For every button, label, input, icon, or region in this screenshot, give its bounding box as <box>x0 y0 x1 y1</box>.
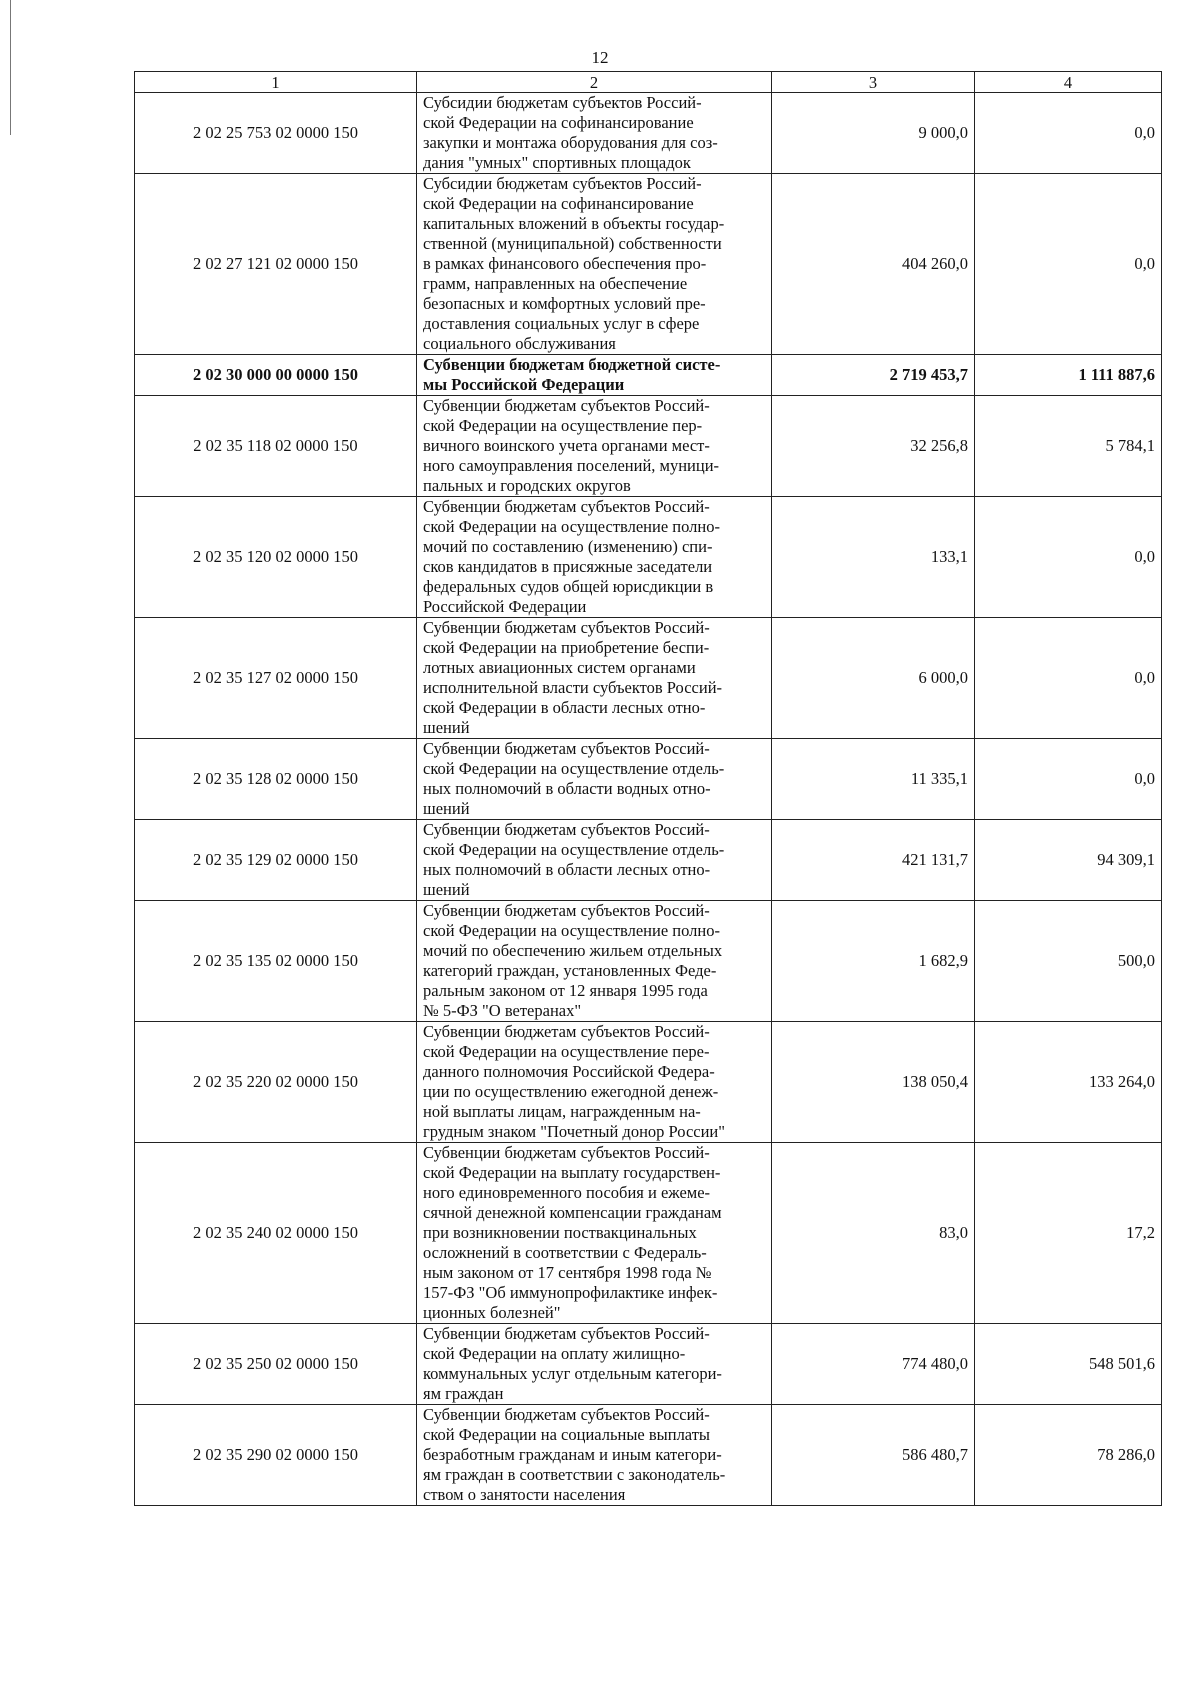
description-line: ской Федерации на софинансирование <box>423 194 694 213</box>
description-line: ной выплаты лицам, награжденным на- <box>423 1102 701 1121</box>
description-line: № 5-ФЗ "О ветеранах" <box>423 1001 582 1020</box>
description-cell <box>417 1143 772 1324</box>
table-row <box>135 174 1162 355</box>
budget-code-cell: 2 02 35 128 02 0000 150 <box>135 739 417 820</box>
description-line: ных полномочий в области водных отно- <box>423 779 711 798</box>
amount-col3-cell: 421 131,7 <box>772 820 975 901</box>
amount-col4-cell: 94 309,1 <box>975 820 1162 901</box>
description-line: при возникновении поствакцинальных <box>423 1223 697 1242</box>
description-line: ного единовременного пособия и ежеме- <box>423 1183 711 1202</box>
description-line: ской Федерации на осуществление пере- <box>423 1042 710 1061</box>
description-line: ям граждан <box>423 1384 504 1403</box>
description-line: ством о занятости населения <box>423 1485 626 1504</box>
description-cell <box>417 497 772 618</box>
description-line: капитальных вложений в объекты государ- <box>423 214 725 233</box>
description-line: безопасных и комфортных условий пре- <box>423 294 706 313</box>
description-line: шений <box>423 880 470 899</box>
description-cell <box>417 739 772 820</box>
amount-col3-cell: 138 050,4 <box>772 1022 975 1143</box>
budget-code-cell: 2 02 35 135 02 0000 150 <box>135 901 417 1022</box>
table-row <box>135 1405 1162 1506</box>
table-row <box>135 739 1162 820</box>
table-row <box>135 355 1162 396</box>
description-line: шений <box>423 718 470 737</box>
table-row <box>135 497 1162 618</box>
budget-code-cell: 2 02 35 240 02 0000 150 <box>135 1143 417 1324</box>
description-line: ных полномочий в области лесных отно- <box>423 860 711 879</box>
description-line: дания "умных" спортивных площадок <box>423 153 691 172</box>
description-line: Субвенции бюджетам субъектов Россий- <box>423 1405 710 1424</box>
description-line: Субвенции бюджетам субъектов Россий- <box>423 1324 710 1343</box>
amount-col4-cell: 500,0 <box>975 901 1162 1022</box>
description-line: Субвенции бюджетам субъектов Россий- <box>423 901 710 920</box>
table-header-row <box>135 72 1162 93</box>
description-line: безработным гражданам и иным категори- <box>423 1445 722 1464</box>
description-line: ской Федерации на осуществление пер- <box>423 416 703 435</box>
amount-col4-cell: 0,0 <box>975 174 1162 355</box>
header-col-1: 1 <box>135 72 417 93</box>
page-number: 12 <box>591 48 609 67</box>
description-cell <box>417 174 772 355</box>
budget-code-cell: 2 02 35 129 02 0000 150 <box>135 820 417 901</box>
description-line: Субсидии бюджетам субъектов Россий- <box>423 174 702 193</box>
description-line: Субвенции бюджетам субъектов Россий- <box>423 396 710 415</box>
description-line: ской Федерации на софинансирование <box>423 113 694 132</box>
description-cell <box>417 355 772 396</box>
description-line: в рамках финансового обеспечения про- <box>423 254 707 273</box>
description-cell <box>417 820 772 901</box>
amount-col4-cell: 548 501,6 <box>975 1324 1162 1405</box>
description-line: социального обслуживания <box>423 334 616 353</box>
description-line: ской Федерации на социальные выплаты <box>423 1425 710 1444</box>
description-line: сячной денежной компенсации гражданам <box>423 1203 722 1222</box>
table-row <box>135 618 1162 739</box>
description-line: федеральных судов общей юрисдикции в <box>423 577 714 596</box>
amount-col3-cell: 11 335,1 <box>772 739 975 820</box>
header-col-2: 2 <box>417 72 772 93</box>
budget-code-cell: 2 02 35 250 02 0000 150 <box>135 1324 417 1405</box>
amount-col4-cell: 0,0 <box>975 497 1162 618</box>
description-line: категорий граждан, установленных Феде- <box>423 961 717 980</box>
description-cell <box>417 901 772 1022</box>
amount-col3-cell: 2 719 453,7 <box>772 355 975 396</box>
amount-col3-cell: 6 000,0 <box>772 618 975 739</box>
table-row <box>135 901 1162 1022</box>
description-line: закупки и монтажа оборудования для соз- <box>423 133 718 152</box>
amount-col3-cell: 32 256,8 <box>772 396 975 497</box>
budget-code-cell: 2 02 35 118 02 0000 150 <box>135 396 417 497</box>
table-row <box>135 1324 1162 1405</box>
description-line: Субсидии бюджетам субъектов Россий- <box>423 93 702 112</box>
description-line: ственной (муниципальной) собственности <box>423 234 722 253</box>
description-line: ской Федерации на осуществление полно- <box>423 921 720 940</box>
description-line: ционных болезней" <box>423 1303 561 1322</box>
amount-col4-cell: 5 784,1 <box>975 396 1162 497</box>
amount-col4-cell: 0,0 <box>975 93 1162 174</box>
budget-code-cell: 2 02 27 121 02 0000 150 <box>135 174 417 355</box>
description-line: осложнений в соответствии с Федераль- <box>423 1243 707 1262</box>
budget-table-body <box>135 72 1162 1506</box>
description-cell <box>417 396 772 497</box>
budget-code-cell: 2 02 30 000 00 0000 150 <box>135 355 417 396</box>
amount-col3-cell: 1 682,9 <box>772 901 975 1022</box>
amount-col4-cell: 78 286,0 <box>975 1405 1162 1506</box>
budget-code-cell: 2 02 35 290 02 0000 150 <box>135 1405 417 1506</box>
table-row <box>135 1022 1162 1143</box>
description-line: ской Федерации на осуществление отдель- <box>423 759 725 778</box>
amount-col3-cell: 9 000,0 <box>772 93 975 174</box>
description-line: Российской Федерации <box>423 597 587 616</box>
description-line: ральным законом от 12 января 1995 года <box>423 981 708 1000</box>
description-cell <box>417 618 772 739</box>
budget-code-cell: 2 02 25 753 02 0000 150 <box>135 93 417 174</box>
amount-col4-cell: 1 111 887,6 <box>975 355 1162 396</box>
description-line: Субвенции бюджетам бюджетной систе- <box>423 355 721 374</box>
description-line: ской Федерации в области лесных отно- <box>423 698 706 717</box>
budget-table <box>134 71 1162 1506</box>
description-line: вичного воинского учета органами мест- <box>423 436 710 455</box>
description-cell <box>417 1324 772 1405</box>
description-line: Субвенции бюджетам субъектов Россий- <box>423 1022 710 1041</box>
description-line: исполнительной власти субъектов Россий- <box>423 678 723 697</box>
table-row <box>135 1143 1162 1324</box>
description-cell <box>417 93 772 174</box>
description-line: ям граждан в соответствии с законодатель- <box>423 1465 726 1484</box>
description-line: мочий по составлению (изменению) спи- <box>423 537 713 556</box>
description-line: ской Федерации на приобретение беспи- <box>423 638 710 657</box>
description-line: мочий по обеспечению жильем отдельных <box>423 941 723 960</box>
description-line: данного полномочия Российской Федера- <box>423 1062 715 1081</box>
description-cell <box>417 1405 772 1506</box>
amount-col3-cell: 774 480,0 <box>772 1324 975 1405</box>
description-line: ской Федерации на осуществление полно- <box>423 517 720 536</box>
amount-col4-cell: 133 264,0 <box>975 1022 1162 1143</box>
description-line: грудным знаком "Почетный донор России" <box>423 1122 725 1141</box>
description-line: ции по осуществлению ежегодной денеж- <box>423 1082 719 1101</box>
header-col-3: 3 <box>772 72 975 93</box>
amount-col4-cell: 17,2 <box>975 1143 1162 1324</box>
amount-col3-cell: 404 260,0 <box>772 174 975 355</box>
amount-col3-cell: 586 480,7 <box>772 1405 975 1506</box>
description-line: мы Российской Федерации <box>423 375 625 394</box>
amount-col3-cell: 133,1 <box>772 497 975 618</box>
header-col-4: 4 <box>975 72 1162 93</box>
description-line: Субвенции бюджетам субъектов Россий- <box>423 739 710 758</box>
description-line: шений <box>423 799 470 818</box>
budget-code-cell: 2 02 35 220 02 0000 150 <box>135 1022 417 1143</box>
description-line: пальных и городских округов <box>423 476 631 495</box>
amount-col3-cell: 83,0 <box>772 1143 975 1324</box>
amount-col4-cell: 0,0 <box>975 739 1162 820</box>
budget-code-cell: 2 02 35 127 02 0000 150 <box>135 618 417 739</box>
description-cell <box>417 1022 772 1143</box>
description-line: Субвенции бюджетам субъектов Россий- <box>423 820 710 839</box>
table-row <box>135 93 1162 174</box>
amount-col4-cell: 0,0 <box>975 618 1162 739</box>
description-line: лотных авиационных систем органами <box>423 658 696 677</box>
description-line: доставления социальных услуг в сфере <box>423 314 700 333</box>
description-line: ской Федерации на осуществление отдель- <box>423 840 725 859</box>
description-line: ской Федерации на выплату государствен- <box>423 1163 721 1182</box>
description-line: Субвенции бюджетам субъектов Россий- <box>423 618 710 637</box>
description-line: 157-ФЗ "Об иммунопрофилактике инфек- <box>423 1283 718 1302</box>
budget-code-cell: 2 02 35 120 02 0000 150 <box>135 497 417 618</box>
description-line: Субвенции бюджетам субъектов Россий- <box>423 497 710 516</box>
description-line: коммунальных услуг отдельным категори- <box>423 1364 722 1383</box>
table-row <box>135 820 1162 901</box>
description-line: грамм, направленных на обеспечение <box>423 274 688 293</box>
description-line: Субвенции бюджетам субъектов Россий- <box>423 1143 710 1162</box>
description-line: ным законом от 17 сентября 1998 года № <box>423 1263 712 1282</box>
description-line: ного самоуправления поселений, муници- <box>423 456 720 475</box>
table-row <box>135 396 1162 497</box>
description-line: ской Федерации на оплату жилищно- <box>423 1344 686 1363</box>
description-line: сков кандидатов в присяжные заседатели <box>423 557 713 576</box>
